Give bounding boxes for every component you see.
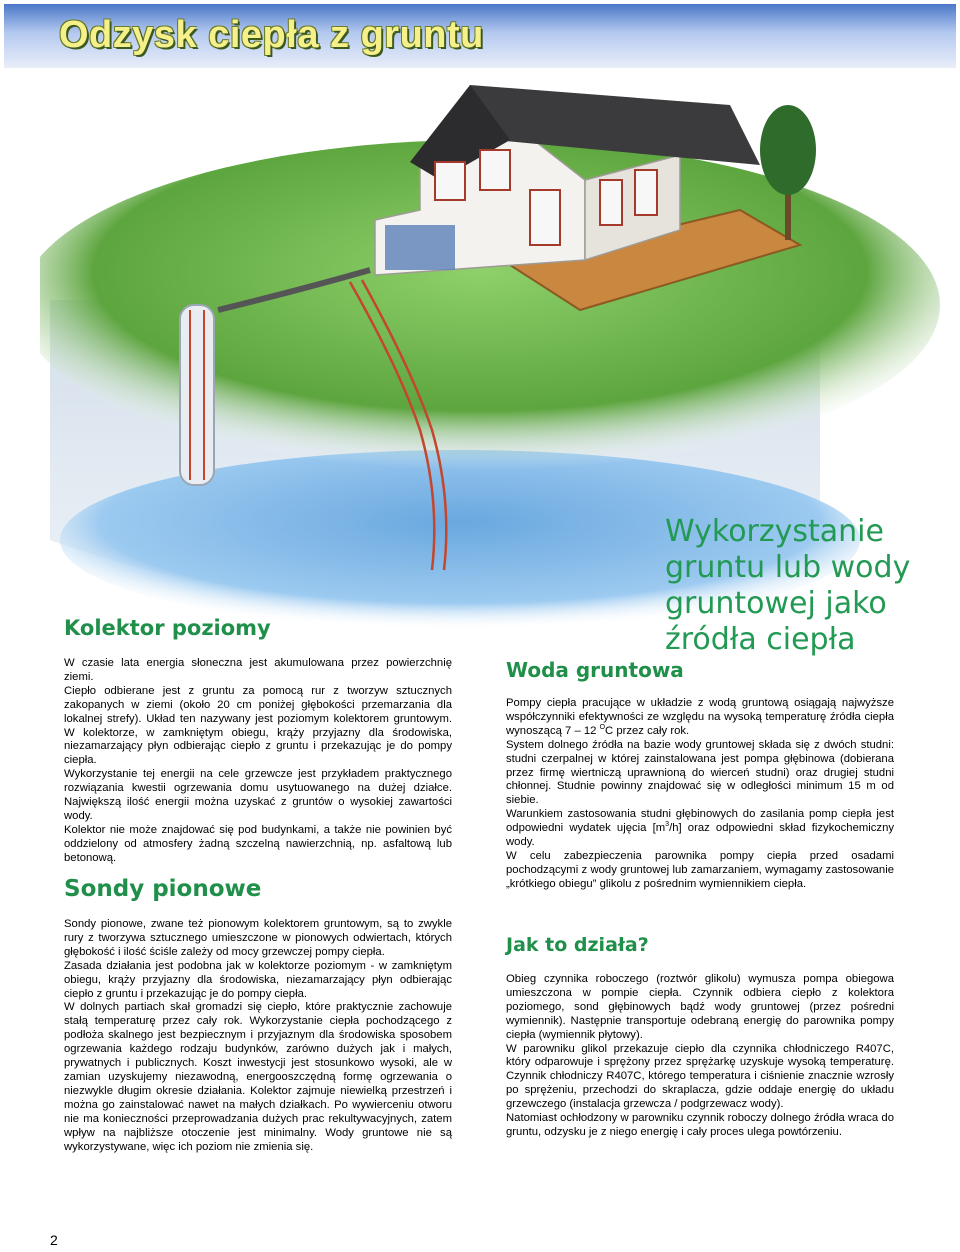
heading-vertical-probes: Sondy pionowe [64,876,262,902]
page-number: 2 [50,1232,58,1248]
heading-horizontal-collector: Kolektor poziomy [64,616,271,640]
paragraph: Natomiast ochłodzony w parowniku czynnik roboczy dolnego źródła wraca do gruntu, odzysku je z niego energię i cały proces ulega powtórzeniu. [506,1112,894,1138]
section-title-line: Wykorzystanie [665,514,884,549]
section-title-line: gruntu lub wody [665,550,911,585]
page-title: Odzysk ciepła z gruntu [59,14,484,56]
title-banner [4,4,956,68]
section-title [665,514,910,658]
section-title-line: gruntowej jako [665,586,887,621]
paragraph: Obieg czynnika roboczego (roztwór glikolu) wymusza pompa obiegowa umieszczona w pompie ciepła. Czynnik odbiera ciepło z kolektora poziomego, sond głębinowych bądź wody gruntowej (przez pośredni wymiennik). Następnie transportuje odebraną energię do parownika pompy ciepła (wymiennik płytowy). [506,973,894,1041]
horizontal-collector-text [64,657,452,866]
section-title-line: źródła ciepła [665,622,856,657]
paragraph: Ciepło odbierane jest z gruntu za pomocą rur z tworzyw sztucznych zakopanych w ziemi (około 20 cm poniżej głębokości przemarzania dla lokalnej strefy). Układ ten nazywany jest poziomym kolektorem gruntowym. W kolektorze, w zamkniętym obiegu, krąży przyjazny dla środowiska, niezamarzający płyn odbierając ciepło z gruntu i przekazując je do pompy ciepła. [64,684,452,767]
paragraph: Sondy pionowe, zwane też pionowym kolektorem gruntowym, są to zwykle rury z tworzywa sztucznego umieszczone w pionowych odwiertach, których głębokość i ilość ściśle zależy od mocy grzewczej pompy ciepła. [64,918,452,958]
how-it-works-text [506,973,894,1140]
paragraph: Wykorzystanie tej energii na cele grzewcze jest przykładem praktycznego rozwiązania kwestii ogrzewania domu usytuowanego na dużej działce. Największą ilość energii można uzyskać z gruntów o wysokiej zawartości wody. [64,768,452,822]
paragraph: Zasada działania jest podobna jak w kolektorze poziomym - w zamkniętym obiegu, krąży przyjazny dla środowiska, niezamarzający płyn odbierając ciepło z gruntu i przekazując je do pompy ciepła. [64,959,452,1000]
vertical-probes-text [64,918,452,1154]
paragraph: W czasie lata energia słoneczna jest akumulowana przez powierzchnię ziemi. [64,657,452,683]
heading-how-it-works: Jak to działa? [506,934,649,956]
paragraph: Kolektor nie może znajdować się pod budynkami, a także nie powinien być oddzielony od atmosfery żadną szczelną nawierzchnią, np. asfaltową lub betonową. [64,823,452,864]
paragraph: W dolnych partiach skał gromadzi się ciepło, które praktycznie zachowuje stałą temperaturę przez cały rok. Wykorzystanie ciepła pochodzącego z podłoża skalnego jest bezpiecznym i przyjaznym dla środowiska sposobem ogrzewania każdego rodzaju budynków, zarówno dużych jak i małych, prywatnych i publicznych. Koszt inwestycji jest stosunkowo wysoki, ale w zamian uzyskujemy niezawodną, energooszczędną formę ogrzewania o niezwykle długim okresie działania. Kolektor zajmuje niewielką przestrzeń i można go zainstalować nawet na małych działkach. Po wywierceniu otworu nie ma konieczności przeprowadzania dużych prac rekultywacyjnych, zatem wpływ na najbliższe otoczenie jest minimalny. Wody gruntowe nie są wykorzystywane, więc ich poziom nie zmienia się. [64,1001,452,1153]
paragraph: Pompy ciepła pracujące w układzie z wodą gruntową osiągają najwyższe współczynniki efektywności ze względu na wysoką temperaturę źródła ciepła wynoszącą 7 – 12 $^O$C przez cały rok. [506,697,894,737]
paragraph: W celu zabezpieczenia parownika pompy ciepła przed osadami pochodzącymi z wody gruntowej lub zamarzaniem, wymagamy zastosowanie „krótkiego obiegu” glikolu z pośrednim wymiennikiem ciepła. [506,849,894,890]
paragraph: System dolnego źródła na bazie wody gruntowej składa się z dwóch studni: studni czerpalnej w której zainstalowana jest pompa głębinowa (dobierana przez firmę wiertniczą uprawnioną do wierceń studni) oraz drugiej studni chłonnej. Studnie powinny znajdować się w odległości minimum 15 m od siebie. [506,738,894,807]
groundwater-text [506,697,894,892]
heading-groundwater: Woda gruntowa [506,658,684,682]
paragraph: Warunkiem zastosowania studni głębinowych do zasilania pomp ciepła jest odpowiedni wydatek ujęcia $[m^3/h]$ oraz odpowiedni skład fizykochemiczny wody. [506,808,895,849]
paragraph: W parowniku glikol przekazuje ciepło dla czynnika chłodniczego R407C, który odparowuje i sprężony przez sprężarkę uzyskuje wysoką temperaturę. Czynnik chłodniczy R407C, którego temperatura i ciśnienie znacznie wzrosły po sprężeniu, przechodzi do skraplacza, gdzie oddaje energię do układu grzewczego (instalacja grzewcza / podgrzewacz wody). [506,1042,894,1111]
vertical-probe [180,305,214,485]
